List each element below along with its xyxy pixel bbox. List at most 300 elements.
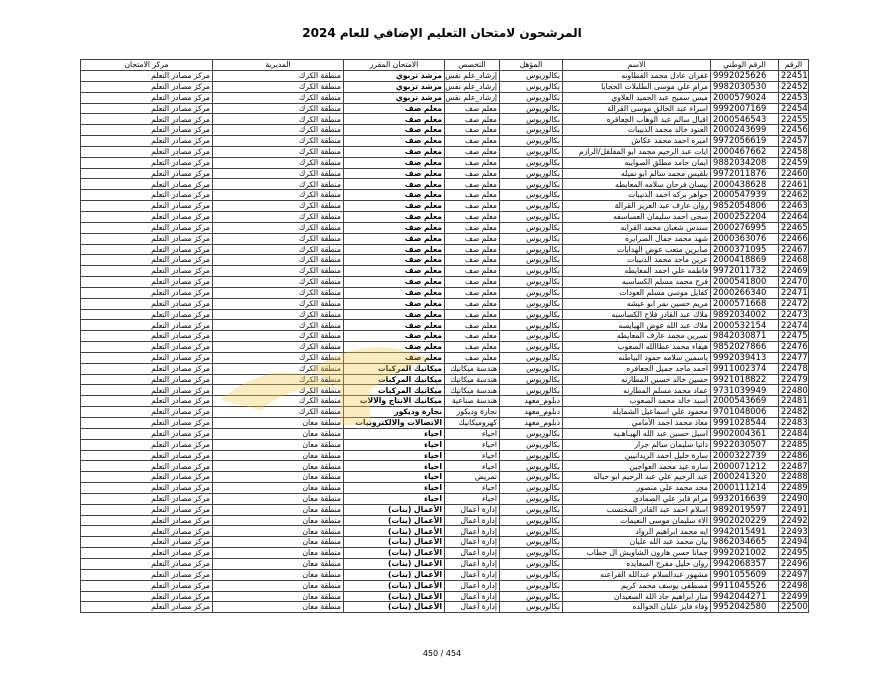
cell-center: مركز مصادر التعلم xyxy=(81,515,213,526)
table-row xyxy=(81,114,809,125)
cell-directorate: منطقة الكرك xyxy=(213,168,344,179)
cell-seq: 22457 xyxy=(779,136,809,147)
cell-qualification: بكالوريوس xyxy=(500,320,563,331)
cell-seq: 22476 xyxy=(779,342,809,353)
table-row xyxy=(81,515,809,526)
cell-center: مركز مصادر التعلم xyxy=(81,157,213,168)
cell-seq: 22493 xyxy=(779,526,809,537)
cell-qualification: بكالوريوس xyxy=(500,201,563,212)
cell-center: مركز مصادر التعلم xyxy=(81,125,213,136)
cell-directorate: منطقة الكرك xyxy=(213,352,344,363)
cell-name: نسرين محمد عارف المعايطه xyxy=(563,331,711,342)
cell-specialty: معلم صف xyxy=(445,125,500,136)
cell-specialty: معلم صف xyxy=(445,190,500,201)
cell-specialty: احياء xyxy=(445,450,500,461)
cell-qualification: بكالوريوس xyxy=(500,428,563,439)
cell-national-id: 2000532154 xyxy=(711,320,779,331)
cell-seq: 22492 xyxy=(779,515,809,526)
cell-national-id: 2000571668 xyxy=(711,298,779,309)
cell-directorate: منطقة معان xyxy=(213,558,344,569)
cell-specialty: هندسة ميكانيك xyxy=(445,363,500,374)
cell-specialty: معلم صف xyxy=(445,136,500,147)
cell-directorate: منطقة الكرك xyxy=(213,190,344,201)
cell-name: منار ابراهيم جاد الله السعيدان xyxy=(563,591,711,602)
cell-qualification: دبلوم_معهد xyxy=(500,396,563,407)
table-row xyxy=(81,548,809,559)
table-row xyxy=(81,461,809,472)
cell-name: مرام علي موسى الطلبلات الحجايا xyxy=(563,81,711,92)
cell-exam: معلم صف xyxy=(344,342,445,353)
cell-exam: معلم صف xyxy=(344,309,445,320)
cell-directorate: منطقة الكرك xyxy=(213,103,344,114)
cell-directorate: منطقة الكرك xyxy=(213,396,344,407)
cell-qualification: بكالوريوس xyxy=(500,504,563,515)
table-row xyxy=(81,537,809,548)
cell-national-id: 9902020229 xyxy=(711,515,779,526)
cell-center: مركز مصادر التعلم xyxy=(81,309,213,320)
cell-directorate: منطقة الكرك xyxy=(213,81,344,92)
cell-exam: معلم صف xyxy=(344,222,445,233)
cell-directorate: منطقة الكرك xyxy=(213,277,344,288)
cell-specialty: معلم صف xyxy=(445,222,500,233)
cell-seq: 22464 xyxy=(779,211,809,222)
cell-name: مشهور عبدالسلام عبدالله القراعنه xyxy=(563,569,711,580)
cell-specialty: إدارة أعمال xyxy=(445,504,500,515)
cell-exam: معلم صف xyxy=(344,136,445,147)
cell-national-id: 2000579024 xyxy=(711,92,779,103)
cell-national-id: 2000371095 xyxy=(711,244,779,255)
cell-directorate: منطقة معان xyxy=(213,439,344,450)
table-row xyxy=(81,320,809,331)
cell-seq: 22451 xyxy=(779,71,809,82)
cell-directorate: منطقة الكرك xyxy=(213,233,344,244)
cell-exam: معلم صف xyxy=(344,244,445,255)
cell-seq: 22458 xyxy=(779,146,809,157)
cell-exam: معلم صف xyxy=(344,298,445,309)
cell-name: جمانا حسن هارون الشاويش ال خطاب xyxy=(563,548,711,559)
cell-specialty: معلم صف xyxy=(445,103,500,114)
cell-seq: 22459 xyxy=(779,157,809,168)
cell-center: مركز مصادر التعلم xyxy=(81,287,213,298)
cell-name: ياسمين سلامه حمود البياطنه xyxy=(563,352,711,363)
cell-name: مجد محمد علي منصور xyxy=(563,483,711,494)
cell-qualification: بكالوريوس xyxy=(500,461,563,472)
cell-center: مركز مصادر التعلم xyxy=(81,450,213,461)
cell-exam: معلم صف xyxy=(344,211,445,222)
cell-directorate: منطقة الكرك xyxy=(213,255,344,266)
cell-qualification: بكالوريوس xyxy=(500,103,563,114)
cell-exam: معلم صف xyxy=(344,190,445,201)
cell-directorate: منطقة الكرك xyxy=(213,244,344,255)
cell-qualification: بكالوريوس xyxy=(500,363,563,374)
cell-national-id: 9892034002 xyxy=(711,309,779,320)
cell-exam: معلم صف xyxy=(344,201,445,212)
cell-name: مرام فايز علي الصمادي xyxy=(563,493,711,504)
cell-national-id: 2000541800 xyxy=(711,277,779,288)
cell-qualification: بكالوريوس xyxy=(500,157,563,168)
cell-center: مركز مصادر التعلم xyxy=(81,277,213,288)
cell-directorate: منطقة الكرك xyxy=(213,201,344,212)
cell-center: مركز مصادر التعلم xyxy=(81,591,213,602)
cell-qualification: بكالوريوس xyxy=(500,569,563,580)
cell-seq: 22455 xyxy=(779,114,809,125)
cell-center: مركز مصادر التعلم xyxy=(81,222,213,233)
cell-specialty: معلم صف xyxy=(445,201,500,212)
table-row xyxy=(81,331,809,342)
cell-qualification: بكالوريوس xyxy=(500,136,563,147)
cell-seq: 22468 xyxy=(779,255,809,266)
cell-directorate: منطقة معان xyxy=(213,569,344,580)
cell-exam: معلم صف xyxy=(344,287,445,298)
cell-seq: 22490 xyxy=(779,493,809,504)
cell-seq: 22478 xyxy=(779,363,809,374)
cell-qualification: بكالوريوس xyxy=(500,385,563,396)
cell-seq: 22453 xyxy=(779,92,809,103)
cell-specialty: احياء xyxy=(445,493,500,504)
cell-name: ايه محمد ابراهيم الرواد xyxy=(563,526,711,537)
cell-directorate: منطقة الكرك xyxy=(213,157,344,168)
table-row xyxy=(81,374,809,385)
table-row xyxy=(81,428,809,439)
cell-qualification: بكالوريوس xyxy=(500,537,563,548)
cell-exam: ميكانيك المركبات xyxy=(344,374,445,385)
cell-qualification: بكالوريوس xyxy=(500,558,563,569)
cell-center: مركز مصادر التعلم xyxy=(81,569,213,580)
cell-seq: 22494 xyxy=(779,537,809,548)
cell-exam: نجارة وديكور xyxy=(344,407,445,418)
cell-directorate: منطقة الكرك xyxy=(213,287,344,298)
cell-directorate: منطقة الكرك xyxy=(213,320,344,331)
cell-national-id: 9911045526 xyxy=(711,580,779,591)
table-row xyxy=(81,493,809,504)
cell-name: اسيل حسين عبد الله الهيـاهـيه xyxy=(563,428,711,439)
cell-name: بيان محمد عبد الله عليان xyxy=(563,537,711,548)
cell-center: مركز مصادر التعلم xyxy=(81,580,213,591)
table-row xyxy=(81,266,809,277)
cell-exam: الأعمال (بنات) xyxy=(344,569,445,580)
cell-name: بلقيس محمد سالم ابو نميله xyxy=(563,168,711,179)
header-qualification: المؤهل xyxy=(500,60,563,71)
cell-qualification: بكالوريوس xyxy=(500,190,563,201)
header-national-id: الرقم الوطني xyxy=(711,60,779,71)
cell-center: مركز مصادر التعلم xyxy=(81,548,213,559)
cell-center: مركز مصادر التعلم xyxy=(81,483,213,494)
cell-national-id: 9922030507 xyxy=(711,439,779,450)
cell-center: مركز مصادر التعلم xyxy=(81,211,213,222)
table-row xyxy=(81,363,809,374)
cell-specialty: معلم صف xyxy=(445,168,500,179)
cell-national-id: 9701048006 xyxy=(711,407,779,418)
cell-seq: 22500 xyxy=(779,602,809,613)
cell-qualification: دبلوم_معهد xyxy=(500,418,563,429)
cell-qualification: بكالوريوس xyxy=(500,179,563,190)
table-row xyxy=(81,211,809,222)
cell-exam: الأعمال (بنات) xyxy=(344,602,445,613)
cell-specialty: احياء xyxy=(445,461,500,472)
cell-qualification: بكالوريوس xyxy=(500,483,563,494)
cell-national-id: 9992007169 xyxy=(711,103,779,114)
cell-name: كفايل موسى مسلم العودات xyxy=(563,287,711,298)
cell-name: العنود خالد محمد الذنيبات xyxy=(563,125,711,136)
cell-name: اسلام احمد عبد القادر المحتسب xyxy=(563,504,711,515)
cell-exam: احياء xyxy=(344,461,445,472)
cell-directorate: منطقة الكرك xyxy=(213,309,344,320)
cell-center: مركز مصادر التعلم xyxy=(81,396,213,407)
cell-specialty: معلم صف xyxy=(445,287,500,298)
cell-national-id: 9991028544 xyxy=(711,418,779,429)
cell-seq: 22487 xyxy=(779,461,809,472)
cell-directorate: منطقة معان xyxy=(213,493,344,504)
cell-national-id: 9972056619 xyxy=(711,136,779,147)
cell-national-id: 2000243699 xyxy=(711,125,779,136)
cell-directorate: منطقة الكرك xyxy=(213,407,344,418)
cell-qualification: بكالوريوس xyxy=(500,439,563,450)
cell-national-id: 9852054806 xyxy=(711,201,779,212)
cell-specialty: هندسة صناعية xyxy=(445,396,500,407)
cell-directorate: منطقة معان xyxy=(213,483,344,494)
cell-exam: معلم صف xyxy=(344,168,445,179)
cell-qualification: بكالوريوس xyxy=(500,374,563,385)
cell-specialty: تمريض xyxy=(445,472,500,483)
cell-national-id: 2000276995 xyxy=(711,222,779,233)
table-row xyxy=(81,450,809,461)
cell-directorate: منطقة الكرك xyxy=(213,136,344,147)
cell-directorate: منطقة الكرك xyxy=(213,146,344,157)
cell-specialty: معلم صف xyxy=(445,244,500,255)
table-body xyxy=(81,71,809,613)
cell-specialty: إرشاد_علم نفس xyxy=(445,92,500,103)
cell-directorate: منطقة الكرك xyxy=(213,385,344,396)
cell-name: ايمان حامد مطلق الصوايبه xyxy=(563,157,711,168)
cell-qualification: بكالوريوس xyxy=(500,255,563,266)
cell-name: عماد محمد مسلم المطارنه xyxy=(563,385,711,396)
table-row xyxy=(81,222,809,233)
cell-qualification: بكالوريوس xyxy=(500,211,563,222)
cell-name: عرين ماجد محمد الذنيبات xyxy=(563,255,711,266)
cell-specialty: احياء xyxy=(445,483,500,494)
cell-name: اسراء عبد الخالق موسى القرالة xyxy=(563,103,711,114)
cell-specialty: إدارة أعمال xyxy=(445,548,500,559)
cell-center: مركز مصادر التعلم xyxy=(81,255,213,266)
cell-seq: 22472 xyxy=(779,298,809,309)
cell-exam: معلم صف xyxy=(344,331,445,342)
cell-name: روان خليل مفرح السعايده xyxy=(563,558,711,569)
cell-exam: احياء xyxy=(344,450,445,461)
cell-specialty: إدارة أعمال xyxy=(445,580,500,591)
cell-specialty: معلم صف xyxy=(445,114,500,125)
cell-exam: الأعمال (بنات) xyxy=(344,591,445,602)
cell-national-id: 9952042580 xyxy=(711,602,779,613)
cell-center: مركز مصادر التعلم xyxy=(81,472,213,483)
cell-center: مركز مصادر التعلم xyxy=(81,439,213,450)
cell-seq: 22452 xyxy=(779,81,809,92)
table-row xyxy=(81,277,809,288)
cell-qualification: بكالوريوس xyxy=(500,233,563,244)
cell-specialty: كهروميكانيك xyxy=(445,418,500,429)
header-exam: الامتحان المقرر xyxy=(344,60,445,71)
cell-specialty: تجارة وديكور xyxy=(445,407,500,418)
cell-name: بيسان فرحان سلامه المعايطه xyxy=(563,179,711,190)
cell-national-id: 9862034665 xyxy=(711,537,779,548)
cell-exam: معلم صف xyxy=(344,233,445,244)
cell-specialty: معلم صف xyxy=(445,179,500,190)
cell-center: مركز مصادر التعلم xyxy=(81,493,213,504)
cell-national-id: 9902004361 xyxy=(711,428,779,439)
cell-national-id: 9892019597 xyxy=(711,504,779,515)
cell-seq: 22481 xyxy=(779,396,809,407)
cell-qualification: بكالوريوس xyxy=(500,125,563,136)
cell-seq: 22486 xyxy=(779,450,809,461)
cell-national-id: 9911002374 xyxy=(711,363,779,374)
cell-specialty: معلم صف xyxy=(445,211,500,222)
cell-directorate: منطقة الكرك xyxy=(213,331,344,342)
table-row xyxy=(81,298,809,309)
cell-center: مركز مصادر التعلم xyxy=(81,331,213,342)
cell-name: احمد ماجد جميل الجعافره xyxy=(563,363,711,374)
cell-exam: معلم صف xyxy=(344,125,445,136)
cell-seq: 22477 xyxy=(779,352,809,363)
cell-specialty: معلم صف xyxy=(445,146,500,157)
table-row xyxy=(81,580,809,591)
cell-center: مركز مصادر التعلم xyxy=(81,374,213,385)
cell-specialty: إدارة أعمال xyxy=(445,526,500,537)
cell-specialty: إدارة أعمال xyxy=(445,515,500,526)
cell-center: مركز مصادر التعلم xyxy=(81,385,213,396)
cell-specialty: معلم صف xyxy=(445,352,500,363)
cell-center: مركز مصادر التعلم xyxy=(81,233,213,244)
cell-national-id: 9852027866 xyxy=(711,342,779,353)
cell-exam: احياء xyxy=(344,439,445,450)
cell-exam: معلم صف xyxy=(344,179,445,190)
cell-exam: معلم صف xyxy=(344,157,445,168)
cell-directorate: منطقة الكرك xyxy=(213,363,344,374)
cell-exam: ميكانيك الانتاج والالات xyxy=(344,396,445,407)
table-header-row xyxy=(81,60,809,71)
cell-directorate: منطقة الكرك xyxy=(213,71,344,82)
cell-exam: احياء xyxy=(344,428,445,439)
cell-directorate: منطقة الكرك xyxy=(213,92,344,103)
cell-qualification: بكالوريوس xyxy=(500,71,563,82)
cell-qualification: بكالوريوس xyxy=(500,526,563,537)
cell-seq: 22495 xyxy=(779,548,809,559)
cell-exam: الاتصالات والالكترونيات xyxy=(344,418,445,429)
cell-national-id: 9972011876 xyxy=(711,168,779,179)
cell-name: ميس سميح عبد الحميد العلاوي xyxy=(563,92,711,103)
cell-name: فرح محمد مسلم الكساسبه xyxy=(563,277,711,288)
cell-center: مركز مصادر التعلم xyxy=(81,363,213,374)
cell-seq: 22470 xyxy=(779,277,809,288)
cell-seq: 22498 xyxy=(779,580,809,591)
cell-national-id: 9992021002 xyxy=(711,548,779,559)
cell-name: ايات عبد الرحيم محمد ابو المفلقل/الرازم xyxy=(563,146,711,157)
cell-center: مركز مصادر التعلم xyxy=(81,168,213,179)
candidates-table xyxy=(80,59,809,613)
cell-seq: 22489 xyxy=(779,483,809,494)
cell-national-id: 9942044271 xyxy=(711,591,779,602)
cell-seq: 22469 xyxy=(779,266,809,277)
cell-seq: 22484 xyxy=(779,428,809,439)
cell-specialty: معلم صف xyxy=(445,277,500,288)
cell-exam: معلم صف xyxy=(344,146,445,157)
cell-specialty: معلم صف xyxy=(445,309,500,320)
table-row xyxy=(81,233,809,244)
cell-qualification: بكالوريوس xyxy=(500,222,563,233)
cell-name: روان عارف عبد العزيز القرالة xyxy=(563,201,711,212)
cell-seq: 22454 xyxy=(779,103,809,114)
cell-national-id: 2000266340 xyxy=(711,287,779,298)
table-row xyxy=(81,569,809,580)
cell-qualification: بكالوريوس xyxy=(500,548,563,559)
cell-directorate: منطقة معان xyxy=(213,515,344,526)
cell-exam: الأعمال (بنات) xyxy=(344,515,445,526)
cell-exam: الأعمال (بنات) xyxy=(344,548,445,559)
cell-national-id: 9972011732 xyxy=(711,266,779,277)
cell-specialty: إدارة أعمال xyxy=(445,558,500,569)
cell-name: جواهر بركه احمد الذنيبات xyxy=(563,190,711,201)
cell-center: مركز مصادر التعلم xyxy=(81,81,213,92)
cell-directorate: منطقة معان xyxy=(213,548,344,559)
cell-seq: 22462 xyxy=(779,190,809,201)
cell-national-id: 2000547939 xyxy=(711,190,779,201)
cell-name: غفران عادل محمد القطاونه xyxy=(563,71,711,82)
cell-directorate: منطقة معان xyxy=(213,472,344,483)
cell-qualification: بكالوريوس xyxy=(500,602,563,613)
cell-center: مركز مصادر التعلم xyxy=(81,136,213,147)
table-row xyxy=(81,591,809,602)
table-row xyxy=(81,385,809,396)
cell-exam: الأعمال (بنات) xyxy=(344,558,445,569)
cell-name: الاء سليمان موسى النعيمات xyxy=(563,515,711,526)
cell-name: اقبال سالم عبد الوهاب الجعافره xyxy=(563,114,711,125)
cell-specialty: معلم صف xyxy=(445,255,500,266)
cell-center: مركز مصادر التعلم xyxy=(81,114,213,125)
cell-national-id: 9942068357 xyxy=(711,558,779,569)
cell-seq: 22465 xyxy=(779,222,809,233)
cell-qualification: دبلوم_معهد xyxy=(500,407,563,418)
cell-qualification: بكالوريوس xyxy=(500,515,563,526)
cell-name: سجى احمد سليمان العساسفه xyxy=(563,211,711,222)
cell-specialty: احياء xyxy=(445,439,500,450)
table-row xyxy=(81,396,809,407)
cell-center: مركز مصادر التعلم xyxy=(81,298,213,309)
cell-qualification: بكالوريوس xyxy=(500,331,563,342)
cell-directorate: منطقة معان xyxy=(213,526,344,537)
cell-center: مركز مصادر التعلم xyxy=(81,71,213,82)
cell-exam: معلم صف xyxy=(344,320,445,331)
table-row xyxy=(81,342,809,353)
cell-seq: 22467 xyxy=(779,244,809,255)
cell-national-id: 9921018822 xyxy=(711,374,779,385)
cell-specialty: احياء xyxy=(445,428,500,439)
cell-seq: 22491 xyxy=(779,504,809,515)
table-row xyxy=(81,309,809,320)
cell-specialty: إرشاد_علم نفس xyxy=(445,71,500,82)
cell-name: هيفاء محمد عطاالله الصعوب xyxy=(563,342,711,353)
cell-exam: معلم صف xyxy=(344,277,445,288)
cell-directorate: منطقة الكرك xyxy=(213,374,344,385)
table-row xyxy=(81,179,809,190)
cell-exam: مرشد تربوي xyxy=(344,71,445,82)
cell-center: مركز مصادر التعلم xyxy=(81,537,213,548)
cell-qualification: بكالوريوس xyxy=(500,266,563,277)
table-row xyxy=(81,190,809,201)
table-row xyxy=(81,146,809,157)
cell-center: مركز مصادر التعلم xyxy=(81,342,213,353)
cell-directorate: منطقة الكرك xyxy=(213,342,344,353)
cell-center: مركز مصادر التعلم xyxy=(81,103,213,114)
cell-national-id: 2000467662 xyxy=(711,146,779,157)
table-row xyxy=(81,125,809,136)
